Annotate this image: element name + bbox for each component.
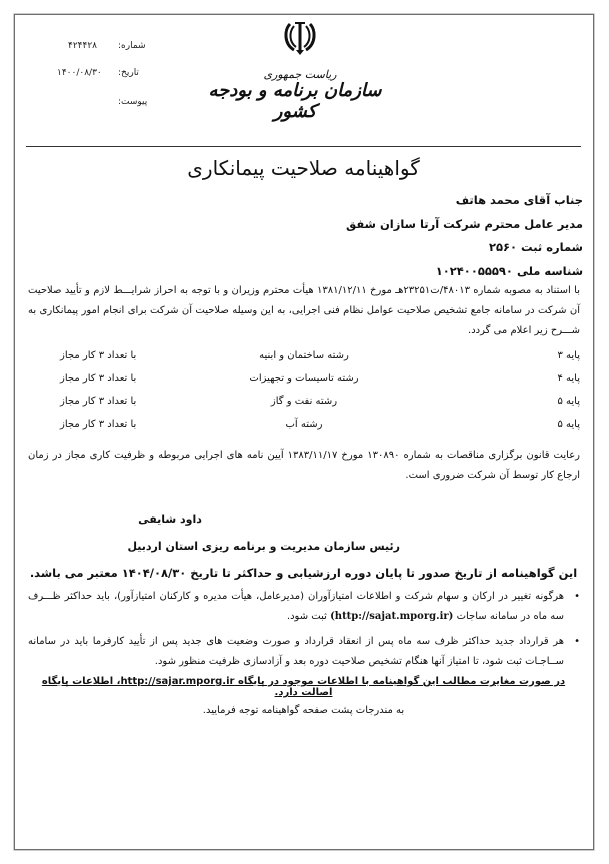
org-name: سازمان برنامه و بودجه کشور	[208, 80, 382, 122]
date-label: تاریخ:	[118, 68, 139, 78]
grade-row	[28, 350, 580, 370]
grade-capacity: با تعداد ۳ کار مجاز	[60, 350, 137, 361]
grade-field: رشته نفت و گاز	[270, 396, 338, 407]
grade-level: پایه ۵	[557, 396, 580, 407]
bullet-icon: •	[574, 636, 580, 647]
page-title: گواهینامه صلاحیت پیمانکاری	[187, 156, 420, 180]
authenticity-warning[interactable]: در صورت مغایرت مطالب این گواهینامه با اطلاعات موجود در پایگاه http://sajar.mporg.ir، اطلاعات پایگاه اصالت دارد.	[41, 676, 566, 698]
signatory-title: رئیس سازمان مدیریت و برنامه ریزی استان اردبیل	[127, 540, 400, 553]
org-subtitle: ریاست جمهوری	[263, 68, 337, 81]
bullet-text: هرگونه تغییر در ارکان و سهام شرکت و اطلاعات امتیازآوران (مدیرعامل، هیأت مدیره و کارکنان امتیازآور)، باید حداکثر ظـــرف سه ماه در سامانه ساجات	[28, 591, 564, 622]
grade-level: پایه ۴	[557, 373, 580, 384]
grade-field: رشته تاسیسات و تجهیزات	[249, 373, 359, 384]
addressee-position: مدیر عامل محترم شرکت آرتا سازان شفق	[346, 217, 583, 231]
sajat-link[interactable]: (http://sajat.mporg.ir)	[330, 611, 454, 622]
grade-field: رشته ساختمان و ابنیه	[259, 350, 349, 361]
bullet-icon: •	[574, 591, 580, 602]
bullet-item	[28, 632, 580, 672]
grade-level: پایه ۵	[557, 419, 580, 430]
number-label: شماره:	[118, 41, 146, 51]
grade-capacity: با تعداد ۳ کار مجاز	[60, 396, 137, 407]
national-id: شناسه ملی ۱۰۲۴۰۰۵۵۵۹۰	[435, 264, 583, 278]
intro-paragraph: با استناد به مصوبه شماره ۴۸۰۱۳/ت۲۳۲۵۱هـ مورخ ۱۳۸۱/۱۲/۱۱ هیأت محترم وزیران و با توجه به احراز شرایـــط لازم و تأیید صلاحیت آن شرکت در سامانه جامع تشخیص صلاحیت عوامل نظام فنی اجرایی، به این وسیله صلاحیت آن شرکت برای انجام امور پیمانکاری به شـــرح زیر اعلام می گردد.	[28, 285, 580, 336]
attachment-label: پیوست:	[118, 97, 148, 107]
grade-field: رشته آب	[285, 419, 323, 430]
iran-emblem-icon	[280, 20, 320, 56]
back-page-note: به مندرجات پشت صفحه گواهینامه توجه فرمایید.	[202, 705, 405, 716]
bullet-item	[28, 587, 580, 627]
grade-row	[28, 396, 580, 416]
signatory-name: داود شایقی	[138, 513, 202, 526]
grade-capacity: با تعداد ۳ کار مجاز	[60, 373, 137, 384]
bullet-text: هر قرارداد جدید حداکثر ظرف سه ماه پس از انعقاد قرارداد و صورت وضعیت های جدید پس از تأیید کارفرما باید در سامانه ســاجـات ثبت شود، تا امتیاز آنها هنگام تشخیص صلاحیت دوره بعد و آزادسازی ظرفیت منظور شود.	[28, 636, 564, 667]
compliance-paragraph: رعایت قانون برگزاری مناقصات به شماره ۱۳۰۸۹۰ مورخ ۱۳۸۳/۱۱/۱۷ آیین نامه های اجرایی مربوطه و ظرفیت کاری مجاز در زمان ارجاع کار توسط آن شرکت ضروری است.	[28, 450, 581, 481]
header-divider	[26, 146, 581, 147]
grade-row	[28, 373, 580, 393]
number-value: ۴۲۴۴۲۸	[68, 41, 98, 51]
registration-number: شماره ثبت ۲۵۶۰	[488, 240, 583, 254]
grade-row	[28, 419, 580, 439]
grade-capacity: با تعداد ۳ کار مجاز	[60, 419, 137, 430]
validity-statement: این گواهینامه از تاریخ صدور تا پایان دوره ارزشیابی و حداکثر تا تاریخ ۱۴۰۴/۰۸/۳۰ معتبر می باشد.	[29, 566, 578, 580]
addressee-name: جناب آقای محمد هاتف	[455, 193, 583, 207]
date-value: ۱۴۰۰/۰۸/۳۰	[57, 68, 102, 78]
grade-level: پایه ۳	[557, 350, 580, 361]
bullet-text-end: ثبت شود.	[286, 611, 327, 622]
